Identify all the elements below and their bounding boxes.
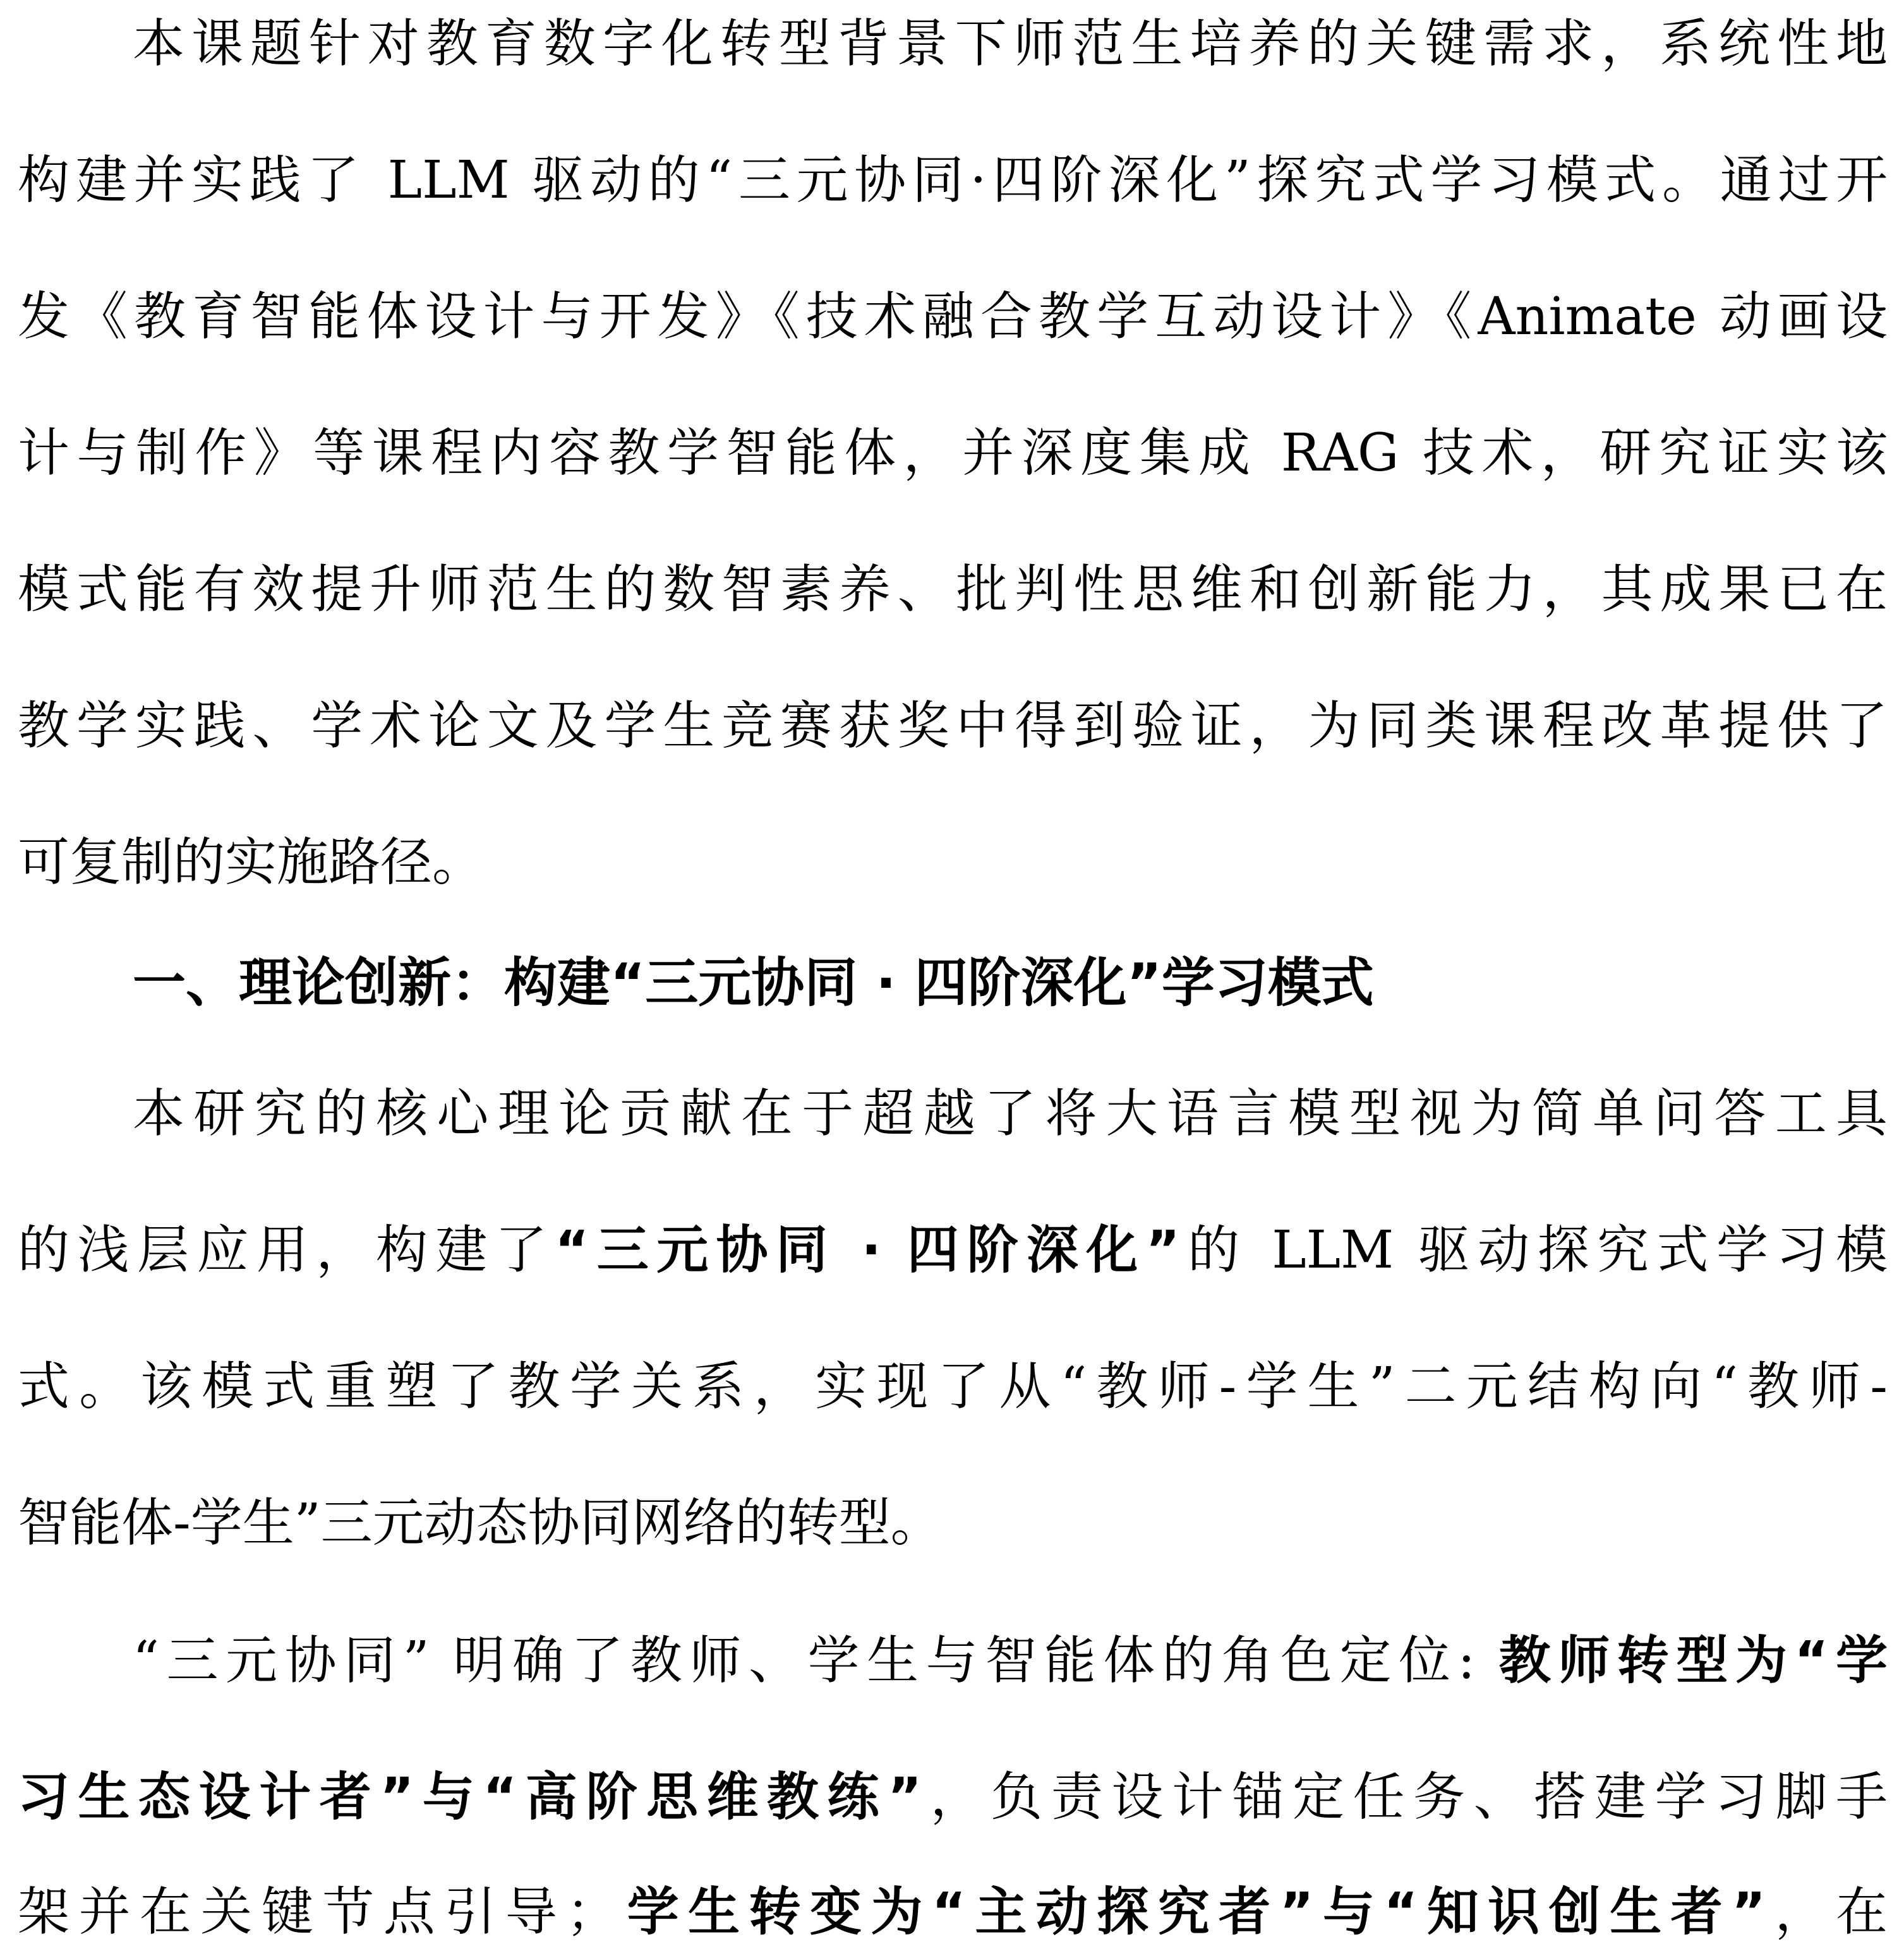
paragraph-1-line-5: 模式能有效提升师范生的数智素养、批判性思维和创新能力，其成果已在 [18,560,1888,620]
paragraph-3-line-2-text: ，负责设计锚定任务、搭建学习脚手 [922,1767,1888,1827]
paragraph-1-line-1: 本课题针对教育数字化转型背景下师范生培养的关键需求，系统性地 [133,14,1888,74]
paragraph-1-line-2: 构建并实践了 LLM 驱动的“三元协同·四阶深化”探究式学习模式。通过开 [18,150,1888,210]
paragraph-3-line-2 [18,1766,1888,1829]
paragraph-1-line-4: 计与制作》等课程内容教学智能体，并深度集成 RAG 技术，研究证实该 [18,423,1888,483]
paragraph-3-line-3 [18,1881,1888,1944]
paragraph-2-line-3: 式。该模式重塑了教学关系，实现了从“教师-学生”二元结构向“教师- [18,1357,1888,1417]
paragraph-3-line-1-text: “三元协同” 明确了教师、学生与智能体的角色定位: [133,1631,1499,1691]
paragraph-3-line-3-emphasis: 学生转变为“主动探究者”与“知识创生者” [618,1882,1766,1942]
paragraph-3-line-3-text-b: ，在 [1766,1882,1888,1942]
paragraph-2-line-4: 智能体-学生”三元动态协同网络的转型。 [18,1493,943,1553]
paragraph-3-line-2-emphasis: 习生态设计者”与“高阶思维教练” [18,1767,922,1827]
paragraph-2-line-1: 本研究的核心理论贡献在于超越了将大语言模型视为简单问答工具 [133,1084,1888,1144]
paragraph-3-line-1-emphasis: 教师转型为“学 [1498,1631,1888,1691]
section-heading: 一、理论创新：构建“三元协同 · 四阶深化”学习模式 [133,952,1374,1014]
paragraph-2-emphasis: “三元协同 · 四阶深化” [555,1220,1180,1280]
paragraph-3-line-3-text-a: 架并在关键节点引导； [18,1882,618,1942]
paragraph-2-line-2 [18,1219,1888,1282]
paragraph-3-line-1 [133,1629,1888,1693]
paragraph-2-line-2-text-b: 的 LLM 驱动探究式学习模 [1179,1220,1888,1280]
paragraph-1-line-3: 发《教育智能体设计与开发》《技术融合教学互动设计》《Animate 动画设 [18,287,1888,347]
paragraph-2-line-2-text-a: 的浅层应用，构建了 [18,1220,555,1280]
paragraph-1-line-7: 可复制的实施路径。 [18,832,485,892]
paragraph-1-line-6: 教学实践、学术论文及学生竞赛获奖中得到验证，为同类课程改革提供了 [18,696,1888,756]
